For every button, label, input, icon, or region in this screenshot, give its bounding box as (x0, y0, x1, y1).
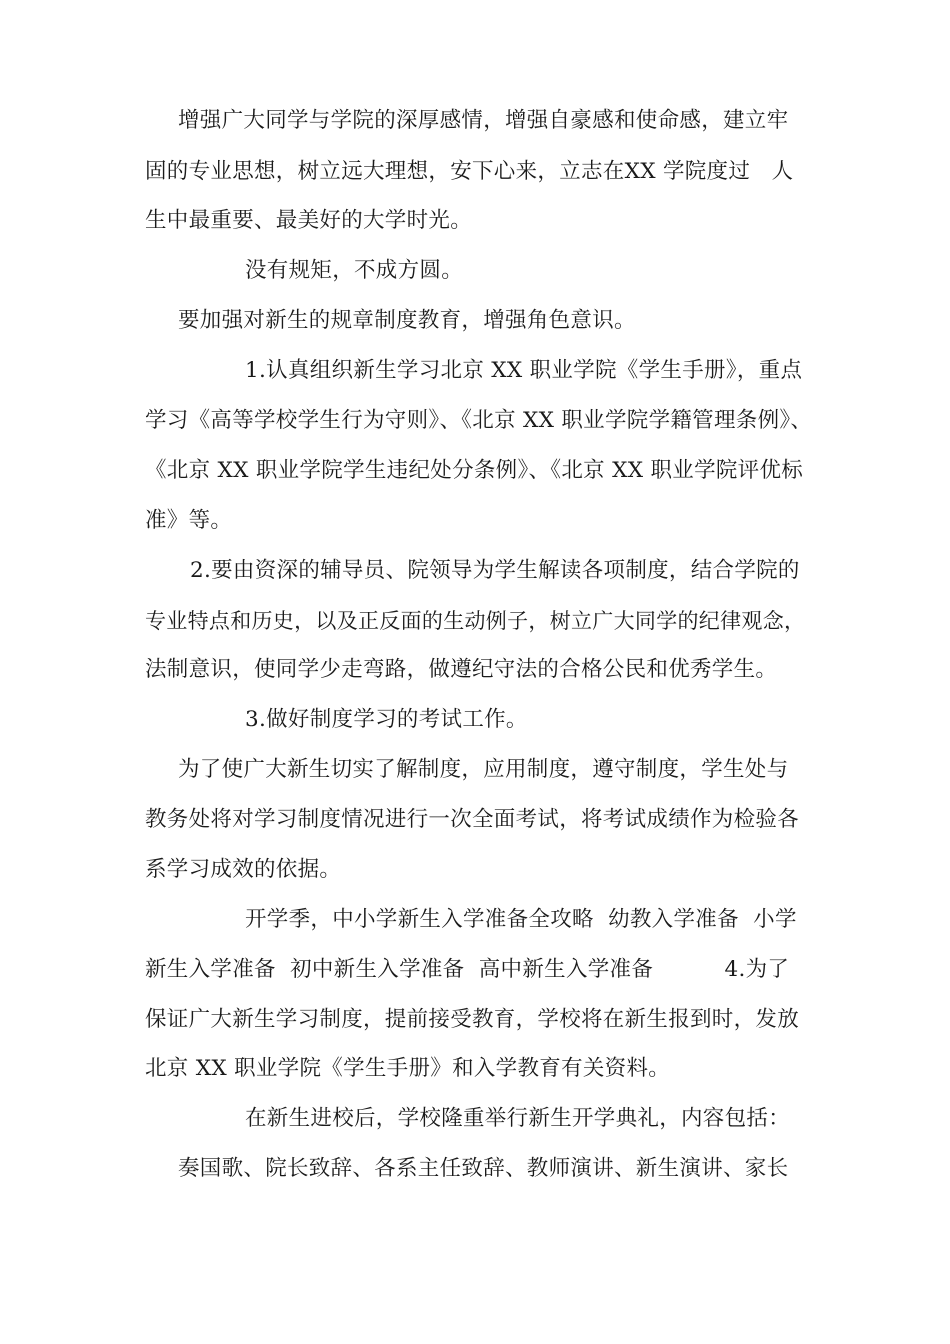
text-line: 在新生进校后，学校隆重举行新生开学典礼，内容包括： (245, 1106, 791, 1131)
text-line: 没有规矩，不成方圆。 (245, 258, 464, 283)
text-line: 2.要由资深的辅导员、院领导为学生解读各项制度，结合学院的 (190, 558, 800, 583)
text-line: 新生入学准备 初中新生入学准备 高中新生入学准备 4.为了 (145, 957, 790, 982)
text-line: 教务处将对学习制度情况进行一次全面考试，将考试成绩作为检验各 (145, 807, 800, 832)
text-line: 系学习成效的依据。 (145, 857, 342, 882)
text-line: 固的专业思想，树立远大理想，安下心来，立志在XX 学院度过 人 (145, 159, 794, 184)
text-line: 要加强对新生的规章制度教育，增强角色意识。 (178, 308, 636, 333)
text-line: 3.做好制度学习的考试工作。 (245, 707, 528, 732)
text-line: 生中最重要、最美好的大学时光。 (145, 208, 473, 233)
text-line: 《北京 XX 职业学院学生违纪处分条例》、《北京 XX 职业学院评优标 (145, 458, 804, 483)
text-line: 为了使广大新生切实了解制度，应用制度，遵守制度，学生处与 (178, 757, 789, 782)
text-line: 1.认真组织新生学习北京 XX 职业学院《学生手册》，重点 (245, 358, 803, 383)
text-line: 专业特点和历史，以及正反面的生动例子，树立广大同学的纪律观念， (145, 609, 806, 633)
text-line: 学习《高等学校学生行为守则》、《北京 XX 职业学院学籍管理条例》、 (145, 408, 813, 433)
text-line: 法制意识，使同学少走弯路，做遵纪守法的合格公民和优秀学生。 (145, 657, 778, 682)
text-line: 奏国歌、院长致辞、各系主任致辞、教师演讲、新生演讲、家长 (178, 1156, 789, 1181)
text-line: 开学季，中小学新生入学准备全攻略 幼教入学准备 小学 (245, 907, 797, 932)
text-line: 北京 XX 职业学院《学生手册》和入学教育有关资料。 (145, 1056, 671, 1081)
text-line: 准》等。 (145, 508, 233, 533)
text-line: 增强广大同学与学院的深厚感情，增强自豪感和使命感，建立牢 (178, 108, 789, 133)
text-line: 保证广大新生学习制度，提前接受教育，学校将在新生报到时，发放 (145, 1007, 800, 1032)
